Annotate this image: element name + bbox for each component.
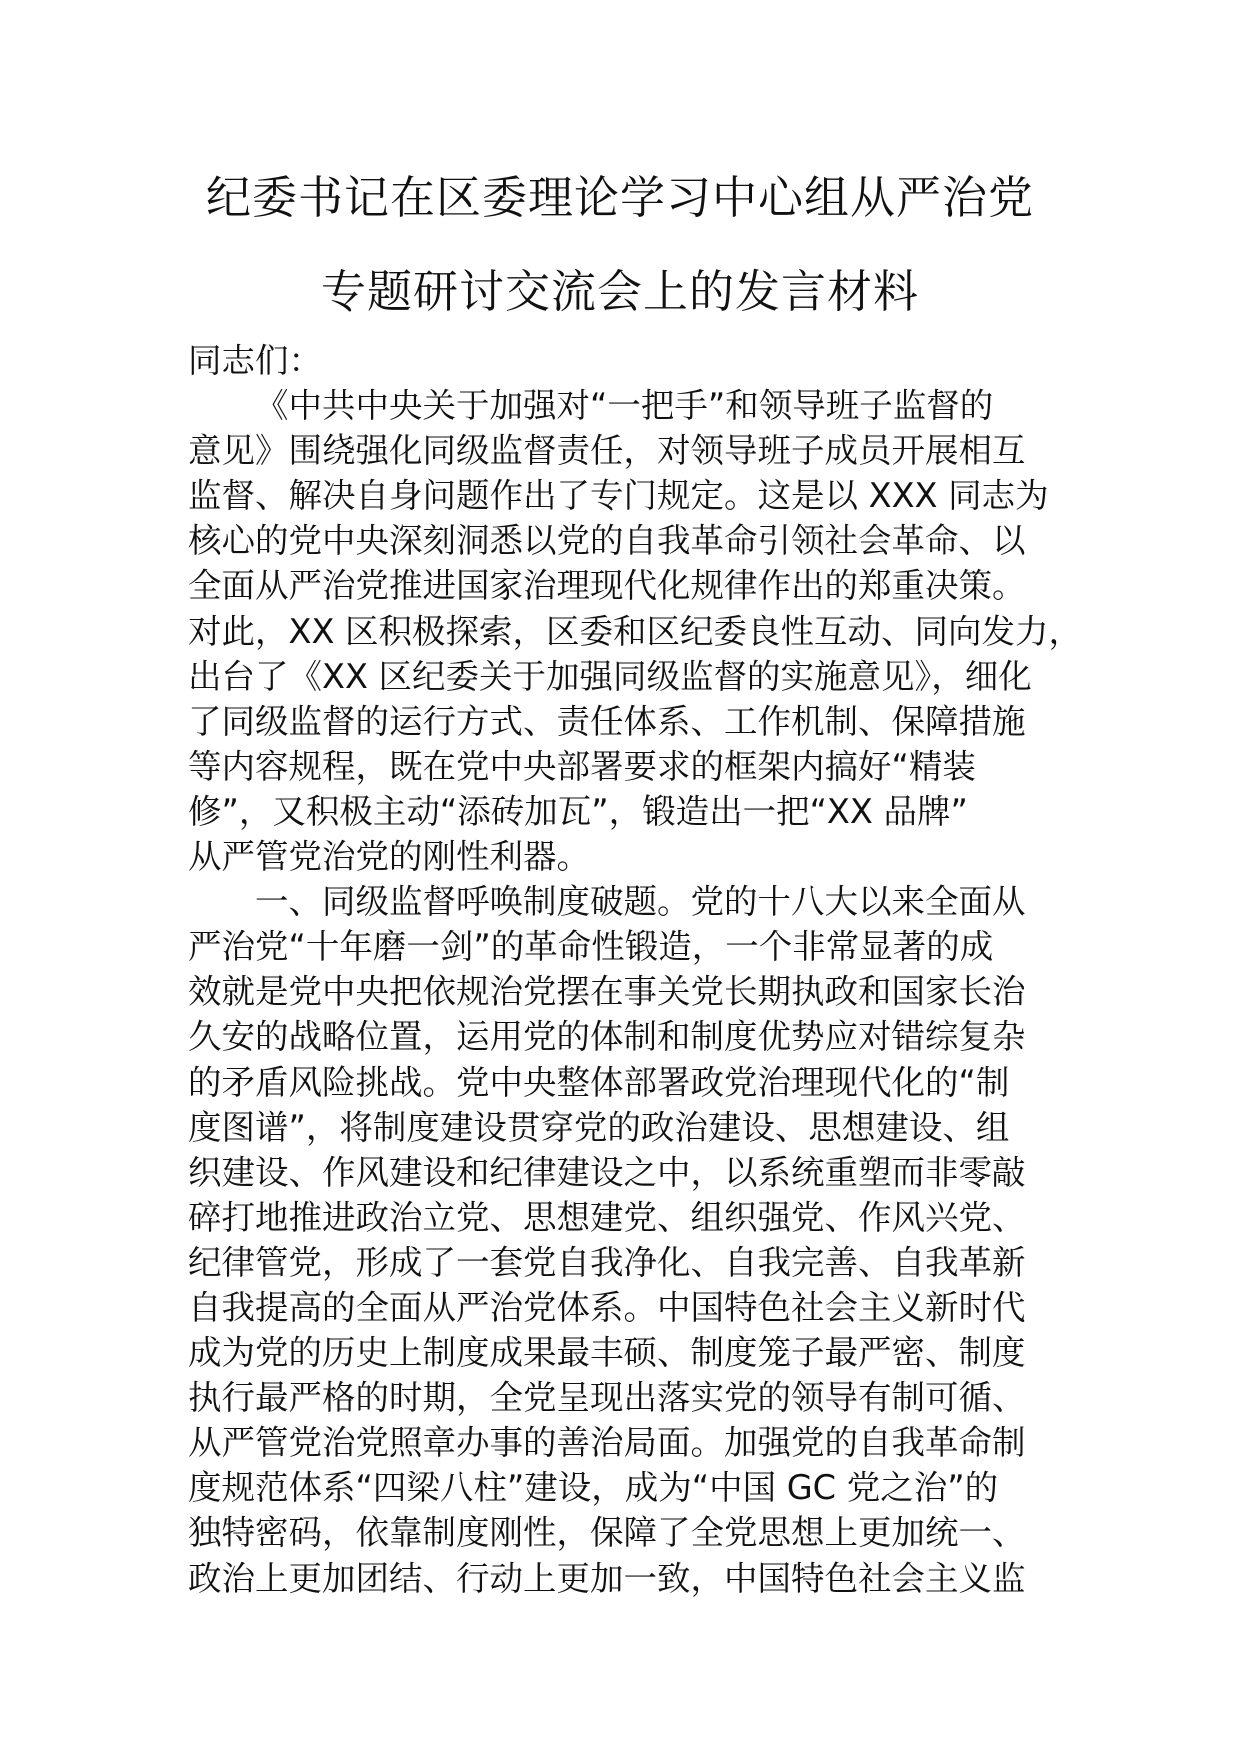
section-1-line: 从严管党治党照章办事的善治局面。加强党的自我革命制 <box>188 1423 1026 1463</box>
section-1-line: 度规范体系“四梁八柱”建设，成为“中国 GC 党之治”的 <box>188 1468 999 1508</box>
paragraph-1-line: 等内容规程，既在党中央部署要求的框架内搞好“精装 <box>188 746 976 786</box>
section-1-line: 严治党“十年磨一剑”的革命性锻造，一个非常显著的成 <box>188 927 994 967</box>
document-body <box>188 338 1083 1601</box>
paragraph-1-line: 对此，XX 区积极探索，区委和区纪委良性互动、同向发力， <box>188 611 1083 651</box>
section-1-line: 效就是党中央把依规治党摆在事关党长期执政和国家长治 <box>188 972 1026 1012</box>
section-1-line: 碎打地推进政治立党、思想建党、组织强党、作风兴党、 <box>188 1197 1026 1237</box>
section-1-line: 自我提高的全面从严治党体系。中国特色社会主义新时代 <box>188 1287 1026 1327</box>
document-title-line-1: 纪委书记在区委理论学习中心组从严治党 <box>205 171 1034 224</box>
section-1-line: 久安的战略位置，运用党的体制和制度优势应对错综复杂 <box>188 1017 1026 1057</box>
paragraph-1-line: 从严管党治党的刚性利器。 <box>188 837 590 877</box>
section-1-line: 纪律管党，形成了一套党自我净化、自我完善、自我革新 <box>188 1242 1026 1282</box>
paragraph-1-line: 《中共中央关于加强对“一把手”和领导班子监督的 <box>255 386 994 426</box>
section-1-line: 政治上更加团结、行动上更加一致，中国特色社会主义监 <box>188 1558 1026 1598</box>
paragraph-1-line: 监督、解决自身问题作出了专门规定。这是以 XXX 同志为 <box>188 476 1049 516</box>
paragraph-1-line: 出台了《XX 区纪委关于加强同级监督的实施意见》，细化 <box>188 656 1032 696</box>
section-1-line: 成为党的历史上制度成果最丰硕、制度笼子最严密、制度 <box>188 1333 1026 1373</box>
section-1-line: 的矛盾风险挑战。党中央整体部署政党治理现代化的“制 <box>188 1062 1010 1102</box>
salutation: 同志们： <box>188 341 322 380</box>
section-1-line: 织建设、作风建设和纪律建设之中，以系统重塑而非零敲 <box>188 1152 1026 1192</box>
section-1-line: 执行最严格的时期，全党呈现出落实党的领导有制可循、 <box>188 1378 1026 1418</box>
document-title-line-2: 专题研讨交流会上的发言材料 <box>320 265 919 318</box>
paragraph-1-line: 了同级监督的运行方式、责任体系、工作机制、保障措施 <box>188 701 1026 741</box>
section-1-line: 度图谱”，将制度建设贯穿党的政治建设、思想建设、组 <box>188 1107 1010 1147</box>
paragraph-1-line: 意见》围绕强化同级监督责任，对领导班子成员开展相互 <box>188 431 1026 471</box>
paragraph-1-line: 核心的党中央深刻洞悉以党的自我革命引领社会革命、以 <box>188 521 1026 561</box>
paragraph-1-line: 全面从严治党推进国家治理现代化规律作出的郑重决策。 <box>188 566 1026 606</box>
section-1-line: 一、同级监督呼唤制度破题。党的十八大以来全面从 <box>255 882 1026 922</box>
section-1-line: 独特密码，依靠制度刚性，保障了全党思想上更加统一、 <box>188 1513 1026 1553</box>
paragraph-1-line: 修”，又积极主动“添砖加瓦”，锻造出一把“XX 品牌” <box>188 791 968 831</box>
